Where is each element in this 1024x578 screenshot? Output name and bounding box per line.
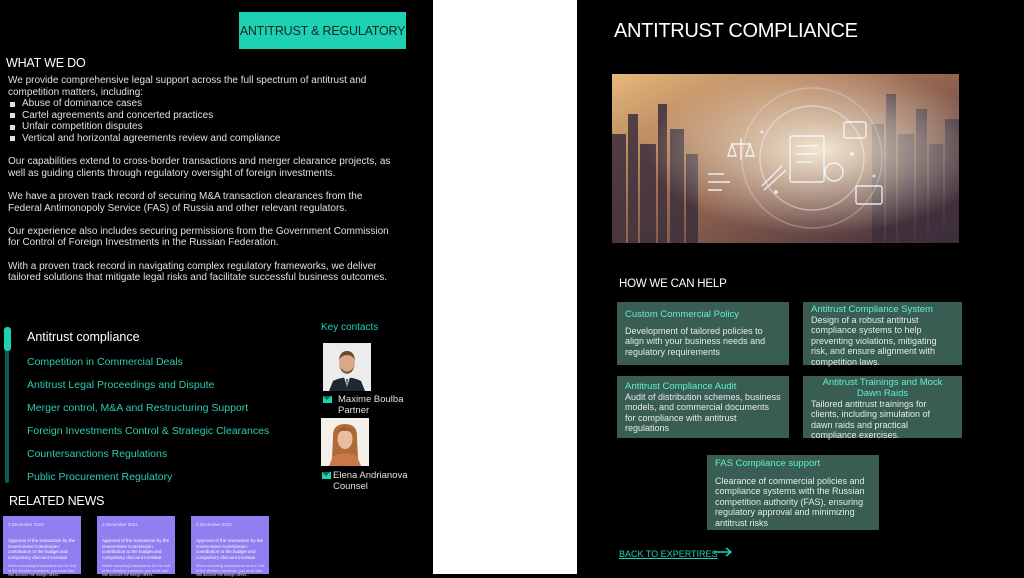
nav-rail bbox=[5, 328, 9, 483]
contact-role: Partner bbox=[338, 405, 370, 416]
news-title: Approval of the transaction by the Government Commission: contribution to the budget and compulsory discount increase bbox=[102, 538, 170, 560]
service-description: Tailored antitrust trainings for clients, including simulation of dawn raids and practical compliance exercises. bbox=[811, 399, 931, 441]
page-title: ANTITRUST COMPLIANCE bbox=[614, 20, 858, 42]
nav-rail-active-indicator bbox=[4, 327, 11, 351]
what-we-do-heading: WHAT WE DO bbox=[6, 56, 86, 70]
news-title: Approval of the transaction by the Government Commission: contribution to the budget and compulsory discount increase bbox=[196, 538, 264, 560]
contact-name: Elena Andrianova bbox=[333, 470, 408, 481]
news-card[interactable] bbox=[191, 516, 269, 578]
news-blurb: When executing transactions for the 'exit' of the Western investors, you must take into account the foreign direct... bbox=[102, 564, 171, 578]
service-description: Clearance of commercial policies and compliance systems with the Russian competition authority (FAS), ensuring regulatory approval and minimizing antitrust risks bbox=[715, 476, 865, 528]
service-title: Custom Commercial Policy bbox=[625, 309, 740, 320]
bullet-item: Abuse of dominance cases bbox=[8, 98, 398, 110]
body-paragraph: We have a proven track record of securing M&A transaction clearances from the Federal Antimonopoly Service (FAS) of Russia and other relevant regulators. bbox=[8, 190, 363, 214]
contact-photo-avatar[interactable] bbox=[321, 418, 369, 466]
service-description: Audit of distribution schemes, business models, and commercial documents for compliance with antitrust regulations bbox=[625, 392, 781, 434]
key-contacts-heading: Key contacts bbox=[321, 322, 379, 333]
services-bullet-list bbox=[8, 98, 398, 144]
nav-item-legal-proceedings[interactable]: Antitrust Legal Proceedings and Dispute bbox=[27, 379, 215, 391]
service-title: FAS Compliance support bbox=[715, 458, 821, 469]
news-title: Approval of the transaction by the Government Commission: contribution to the budget and compulsory discount increase bbox=[8, 538, 76, 560]
practice-area-tag-button[interactable]: ANTITRUST & REGULATORY bbox=[239, 12, 406, 49]
service-card-compliance-audit[interactable] bbox=[617, 376, 789, 438]
nav-item-competition-commercial-deals[interactable]: Competition in Commercial Deals bbox=[27, 356, 183, 368]
service-title: Antitrust Compliance Audit bbox=[625, 381, 737, 392]
back-to-expertises-link[interactable]: BACK TO EXPERTIRES bbox=[619, 549, 718, 559]
service-card-compliance-system[interactable] bbox=[803, 302, 962, 365]
service-description: Design of a robust antitrust compliance systems to help preventing violations, mitigating risk, and ensure alignment with competition laws. bbox=[811, 315, 937, 367]
intro-paragraph: We provide comprehensive legal support across the full spectrum of antitrust and competition matters, including: bbox=[8, 75, 367, 98]
email-icon[interactable] bbox=[322, 472, 331, 479]
page-gutter bbox=[433, 0, 577, 574]
hero-image bbox=[612, 74, 959, 243]
service-card-fas-compliance[interactable] bbox=[707, 455, 879, 530]
news-card[interactable] bbox=[97, 516, 175, 578]
body-paragraph: Our capabilities extend to cross-border transactions and merger clearance projects, as well as guiding clients through regulatory oversight of foreign investments. bbox=[8, 156, 391, 179]
contact-role: Counsel bbox=[333, 481, 368, 492]
nav-item-countersanctions[interactable]: Countersanctions Regulations bbox=[27, 448, 168, 460]
related-news-heading: RELATED NEWS bbox=[9, 494, 105, 508]
email-icon[interactable] bbox=[323, 396, 332, 403]
news-card[interactable] bbox=[3, 516, 81, 578]
news-blurb: When executing transactions for the 'exit' of the Western investors, you must take into account the foreign direct... bbox=[196, 564, 265, 578]
bullet-item: Vertical and horizontal agreements review and compliance bbox=[8, 133, 398, 145]
what-we-do-body bbox=[8, 75, 398, 284]
body-paragraph: With a proven track record in navigating complex regulatory frameworks, we deliver tailored solutions that mitigate legal risks and facilitate successful business outcomes. bbox=[8, 260, 388, 284]
news-date: 3 December 2024 bbox=[196, 522, 232, 527]
contact-name: Maxime Boulba bbox=[338, 394, 404, 405]
nav-item-foreign-investments[interactable]: Foreign Investments Control & Strategic Clearances bbox=[27, 425, 270, 437]
service-description: Development of tailored policies to align with your business needs and regulatory requirements bbox=[625, 326, 766, 357]
bullet-item: Cartel agreements and concerted practices bbox=[8, 110, 398, 122]
news-blurb: When executing transactions for the 'exit' of the Western investors, you must take into account the foreign direct... bbox=[8, 564, 77, 578]
service-title: Antitrust Trainings and Mock Dawn Raids bbox=[822, 377, 943, 399]
arrow-right-icon[interactable] bbox=[714, 547, 732, 557]
body-paragraph: Our experience also includes securing permissions from the Government Commission for Control of Foreign Investments in the Russian Federation. bbox=[8, 225, 389, 249]
service-card-trainings-dawn-raids[interactable] bbox=[803, 376, 962, 441]
news-date: 3 December 2024 bbox=[102, 522, 138, 527]
news-date: 3 December 2024 bbox=[8, 522, 44, 527]
service-title: Antitrust Compliance System bbox=[811, 304, 933, 315]
service-card-custom-commercial-policy[interactable] bbox=[617, 302, 789, 365]
how-we-help-heading: HOW WE CAN HELP bbox=[619, 278, 727, 290]
nav-item-merger-control[interactable]: Merger control, M&A and Restructuring Support bbox=[27, 402, 249, 414]
bullet-item: Unfair competition disputes bbox=[8, 121, 398, 133]
nav-item-public-procurement[interactable]: Public Procurement Regulatory bbox=[27, 471, 173, 483]
contact-photo-avatar[interactable] bbox=[323, 343, 371, 391]
nav-item-antitrust-compliance[interactable]: Antitrust compliance bbox=[27, 330, 140, 344]
